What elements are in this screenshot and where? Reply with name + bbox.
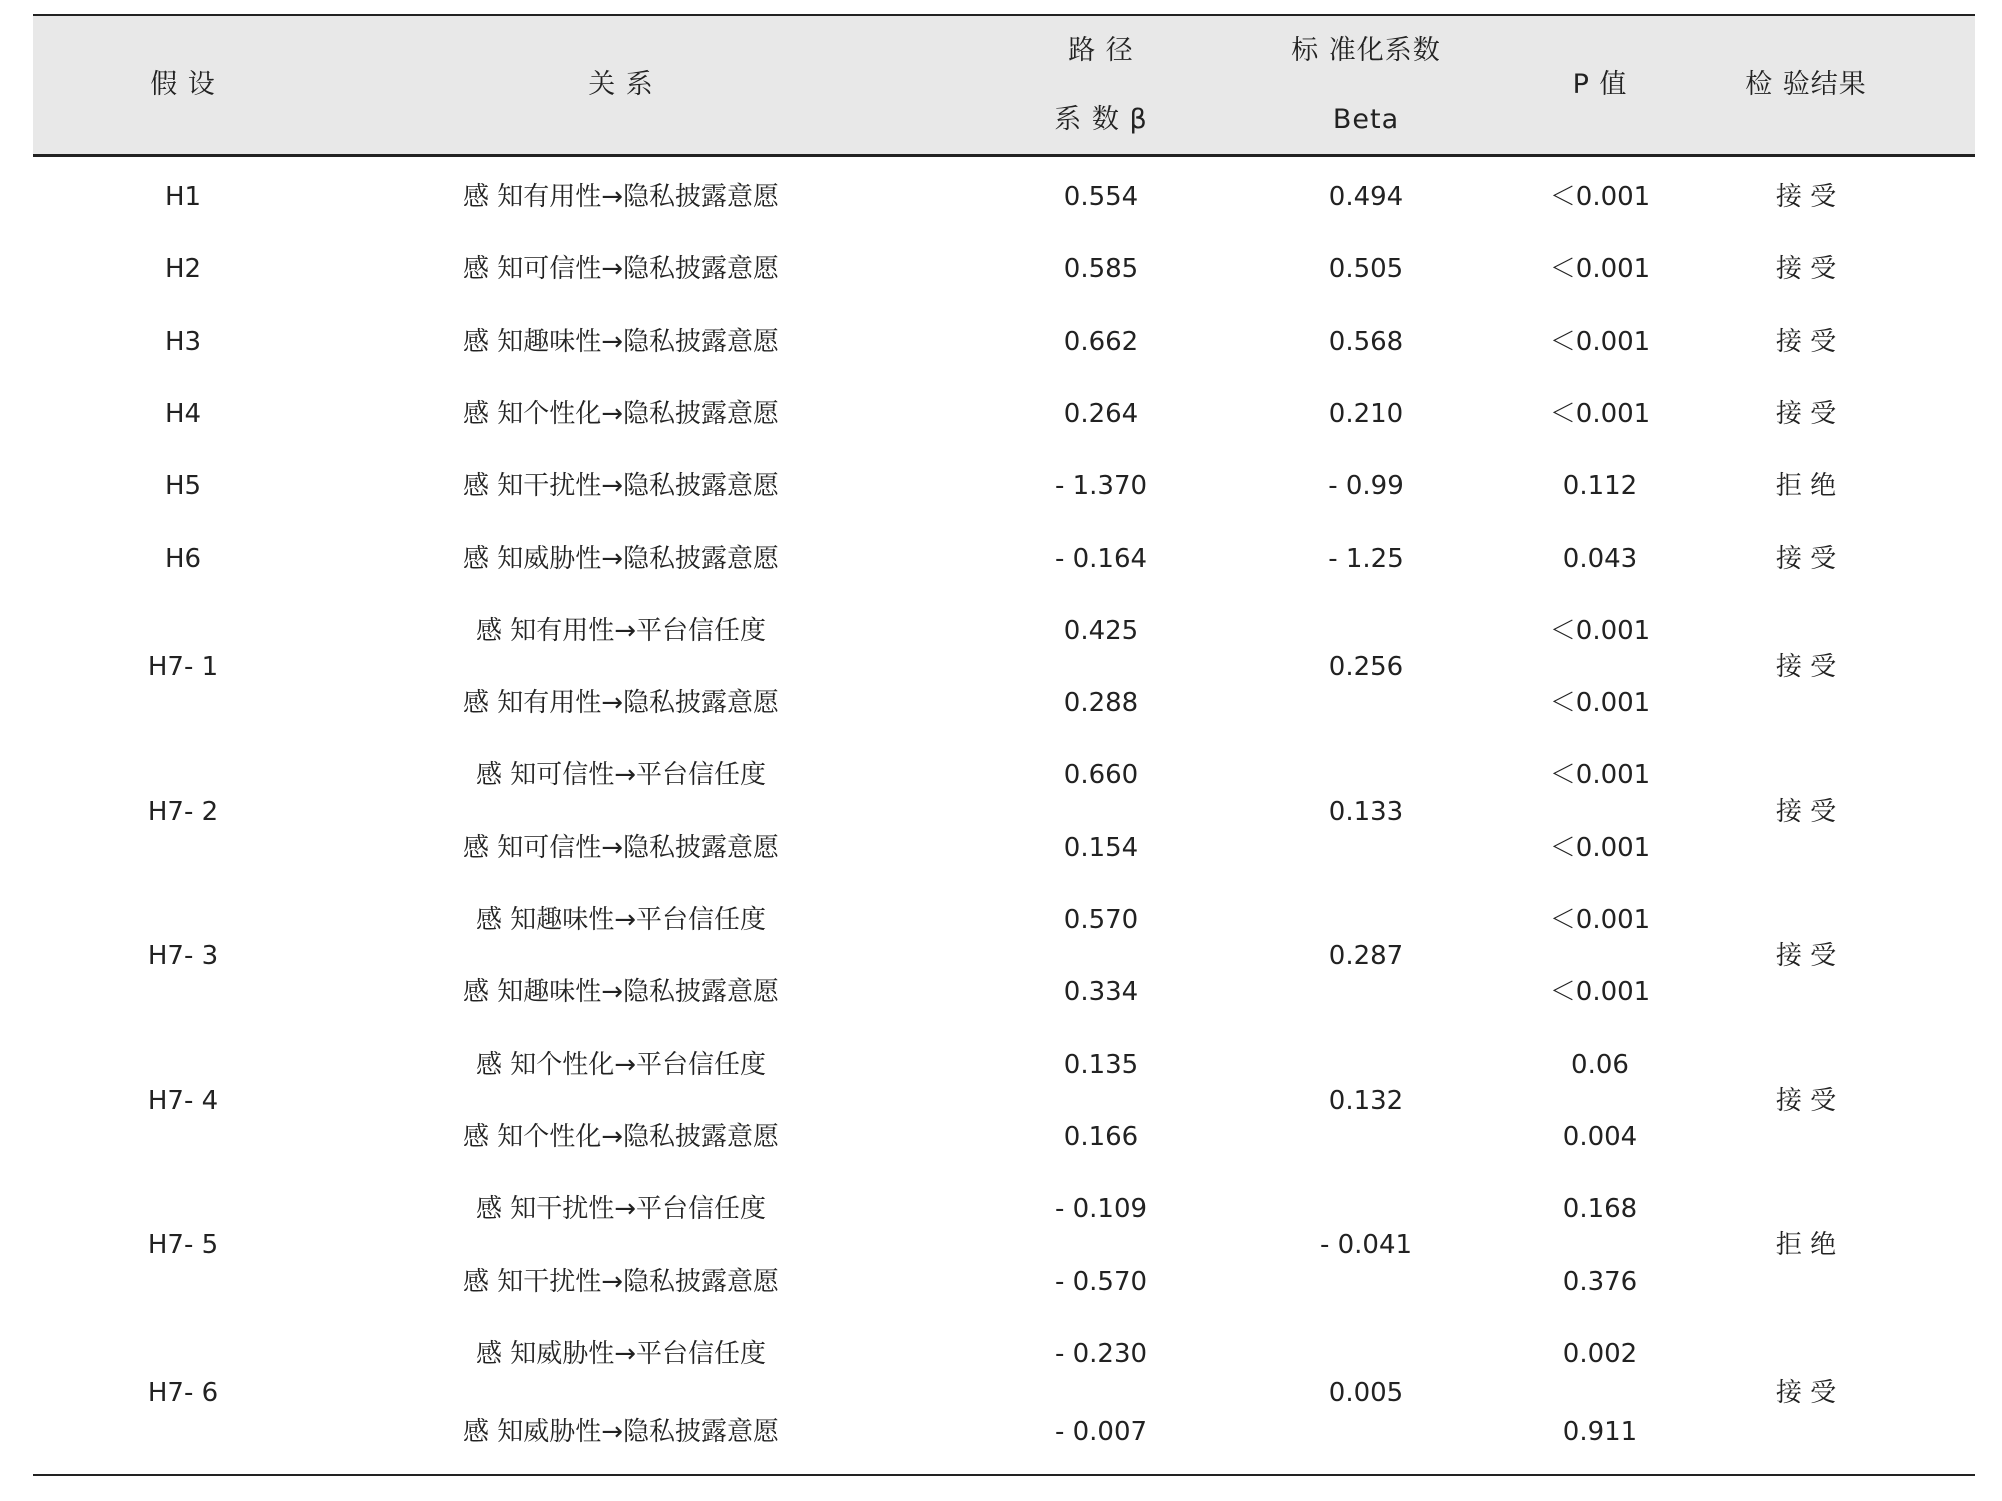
header-std-coef-line1: 标 准化系数 bbox=[1291, 35, 1441, 66]
p-value-cell: ＜0.001 bbox=[1549, 832, 1651, 863]
hypothesis-cell: H7- 3 bbox=[147, 941, 219, 972]
result-cell: 接 受 bbox=[1775, 651, 1837, 682]
header-hypothesis: 假 设 bbox=[150, 69, 216, 100]
p-value-cell: 0.112 bbox=[1562, 471, 1638, 502]
hypothesis-cell: H7- 5 bbox=[147, 1230, 219, 1261]
std-coef-cell: 0.256 bbox=[1328, 651, 1404, 682]
header-relation: 关 系 bbox=[588, 69, 654, 100]
path-coef-cell: - 0.109 bbox=[1054, 1194, 1148, 1225]
path-coef-cell: 0.288 bbox=[1063, 688, 1139, 719]
header-path-coef-line2: 系 数 β bbox=[1054, 104, 1148, 135]
path-coef-cell: 0.135 bbox=[1063, 1049, 1139, 1080]
relation-cell: 感 知趣味性→隐私披露意愿 bbox=[462, 977, 780, 1008]
relation-cell: 感 知个性化→隐私披露意愿 bbox=[462, 398, 780, 429]
path-coef-cell: - 0.230 bbox=[1054, 1338, 1148, 1369]
result-cell: 接 受 bbox=[1775, 398, 1837, 429]
result-cell: 接 受 bbox=[1775, 182, 1837, 212]
result-cell: 拒 绝 bbox=[1775, 1230, 1837, 1261]
std-coef-cell: - 0.99 bbox=[1328, 471, 1404, 502]
table-header bbox=[33, 16, 1975, 154]
relation-cell: 感 知威胁性→隐私披露意愿 bbox=[462, 543, 780, 574]
hypothesis-cell: H1 bbox=[164, 182, 202, 212]
relation-cell: 感 知威胁性→隐私披露意愿 bbox=[462, 1417, 780, 1448]
p-value-cell: ＜0.001 bbox=[1549, 688, 1651, 719]
std-coef-cell: 0.132 bbox=[1328, 1085, 1404, 1116]
std-coef-cell: 0.005 bbox=[1328, 1377, 1404, 1408]
result-cell: 接 受 bbox=[1775, 796, 1837, 827]
path-coef-cell: 0.166 bbox=[1063, 1121, 1139, 1152]
result-cell: 接 受 bbox=[1775, 1377, 1837, 1408]
path-coef-cell: 0.334 bbox=[1063, 977, 1139, 1008]
p-value-cell: 0.376 bbox=[1562, 1266, 1638, 1297]
path-coef-cell: 0.570 bbox=[1063, 905, 1139, 935]
path-coef-cell: - 0.570 bbox=[1054, 1266, 1148, 1297]
p-value-cell: 0.004 bbox=[1562, 1121, 1638, 1152]
path-coef-cell: - 1.370 bbox=[1054, 471, 1148, 502]
hypothesis-cell: H7- 4 bbox=[147, 1085, 219, 1116]
table-bottom-rule bbox=[33, 1474, 1975, 1476]
p-value-cell: ＜0.001 bbox=[1549, 977, 1651, 1008]
path-coef-cell: 0.264 bbox=[1063, 398, 1139, 429]
p-value-cell: 0.06 bbox=[1571, 1049, 1629, 1080]
std-coef-cell: 0.287 bbox=[1328, 941, 1404, 972]
relation-cell: 感 知趣味性→平台信任度 bbox=[475, 905, 767, 935]
std-coef-cell: 0.133 bbox=[1328, 796, 1404, 827]
relation-cell: 感 知可信性→隐私披露意愿 bbox=[462, 832, 780, 863]
relation-cell: 感 知有用性→隐私披露意愿 bbox=[462, 688, 780, 719]
relation-cell: 感 知干扰性→平台信任度 bbox=[475, 1194, 767, 1225]
relation-cell: 感 知可信性→平台信任度 bbox=[475, 760, 767, 791]
hypothesis-cell: H7- 1 bbox=[147, 651, 219, 682]
header-p-value: P 值 bbox=[1572, 69, 1628, 100]
relation-cell: 感 知有用性→平台信任度 bbox=[475, 615, 767, 646]
result-cell: 拒 绝 bbox=[1775, 471, 1837, 502]
std-coef-cell: 0.210 bbox=[1328, 398, 1404, 429]
relation-cell: 感 知可信性→隐私披露意愿 bbox=[462, 254, 780, 285]
relation-cell: 感 知个性化→平台信任度 bbox=[475, 1049, 767, 1080]
p-value-cell: ＜0.001 bbox=[1549, 326, 1651, 357]
relation-cell: 感 知个性化→隐私披露意愿 bbox=[462, 1121, 780, 1152]
std-coef-cell: 0.505 bbox=[1328, 254, 1404, 285]
std-coef-cell: 0.494 bbox=[1328, 182, 1404, 212]
p-value-cell: ＜0.001 bbox=[1549, 905, 1651, 935]
hypothesis-cell: H2 bbox=[164, 254, 202, 285]
result-cell: 接 受 bbox=[1775, 326, 1837, 357]
path-coef-cell: - 0.007 bbox=[1054, 1417, 1148, 1448]
relation-cell: 感 知威胁性→平台信任度 bbox=[475, 1338, 767, 1369]
hypothesis-cell: H5 bbox=[164, 471, 202, 502]
path-coef-cell: 0.154 bbox=[1063, 832, 1139, 863]
p-value-cell: 0.911 bbox=[1562, 1417, 1638, 1448]
hypothesis-cell: H3 bbox=[164, 326, 202, 357]
header-path-coef-line1: 路 径 bbox=[1068, 35, 1134, 66]
table-header-rule bbox=[33, 154, 1975, 157]
path-coef-cell: 0.425 bbox=[1063, 615, 1139, 646]
hypothesis-cell: H4 bbox=[164, 398, 202, 429]
path-coef-cell: 0.554 bbox=[1063, 182, 1139, 212]
result-cell: 接 受 bbox=[1775, 254, 1837, 285]
std-coef-cell: 0.568 bbox=[1328, 326, 1404, 357]
header-result: 检 验结果 bbox=[1745, 69, 1867, 100]
p-value-cell: ＜0.001 bbox=[1549, 760, 1651, 791]
p-value-cell: 0.002 bbox=[1562, 1338, 1638, 1369]
result-cell: 接 受 bbox=[1775, 941, 1837, 972]
p-value-cell: ＜0.001 bbox=[1549, 254, 1651, 285]
relation-cell: 感 知有用性→隐私披露意愿 bbox=[462, 182, 780, 212]
relation-cell: 感 知干扰性→隐私披露意愿 bbox=[462, 471, 780, 502]
p-value-cell: ＜0.001 bbox=[1549, 398, 1651, 429]
hypothesis-cell: H6 bbox=[164, 543, 202, 574]
relation-cell: 感 知趣味性→隐私披露意愿 bbox=[462, 326, 780, 357]
p-value-cell: ＜0.001 bbox=[1549, 615, 1651, 646]
result-cell: 接 受 bbox=[1775, 1085, 1837, 1116]
path-coef-cell: 0.660 bbox=[1063, 760, 1139, 791]
p-value-cell: 0.168 bbox=[1562, 1194, 1638, 1225]
p-value-cell: ＜0.001 bbox=[1549, 182, 1651, 212]
relation-cell: 感 知干扰性→隐私披露意愿 bbox=[462, 1266, 780, 1297]
path-coef-cell: - 0.164 bbox=[1054, 543, 1148, 574]
header-std-coef-line2: Beta bbox=[1332, 104, 1400, 135]
std-coef-cell: - 0.041 bbox=[1319, 1230, 1413, 1261]
result-cell: 接 受 bbox=[1775, 543, 1837, 574]
std-coef-cell: - 1.25 bbox=[1328, 543, 1404, 574]
hypothesis-cell: H7- 6 bbox=[147, 1377, 219, 1408]
p-value-cell: 0.043 bbox=[1562, 543, 1638, 574]
hypothesis-cell: H7- 2 bbox=[147, 796, 219, 827]
path-coef-cell: 0.585 bbox=[1063, 254, 1139, 285]
path-coef-cell: 0.662 bbox=[1063, 326, 1139, 357]
